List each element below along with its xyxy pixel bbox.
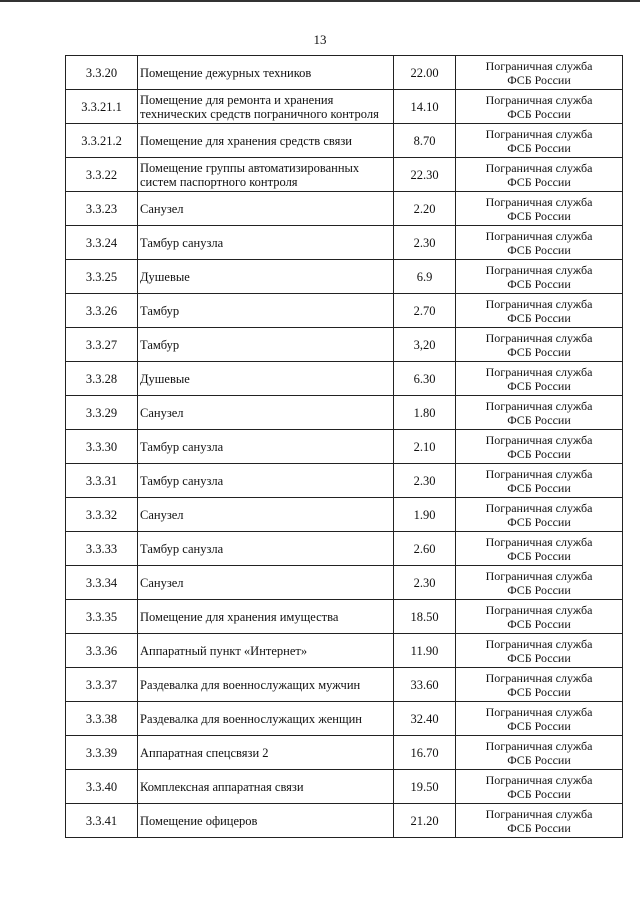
owner-line-1: Пограничная служба bbox=[485, 432, 593, 447]
owner-line-2: ФСБ России bbox=[507, 106, 571, 121]
table-row bbox=[66, 362, 623, 396]
room-name-cell: Тамбур bbox=[138, 294, 394, 328]
owner-cell bbox=[456, 90, 623, 124]
table-row bbox=[66, 90, 623, 124]
owner-line-2: ФСБ России bbox=[507, 820, 571, 835]
room-name-cell: Помещение для хранения средств связи bbox=[138, 124, 394, 158]
row-number-cell: 3.3.22 bbox=[66, 158, 138, 192]
owner-line-1: Пограничная служба bbox=[485, 330, 593, 345]
owner-line-2: ФСБ России bbox=[507, 480, 571, 495]
table-row bbox=[66, 396, 623, 430]
table-row bbox=[66, 668, 623, 702]
area-cell: 19.50 bbox=[394, 770, 456, 804]
row-number-cell: 3.3.30 bbox=[66, 430, 138, 464]
room-name-cell: Помещение офицеров bbox=[138, 804, 394, 838]
owner-cell bbox=[456, 668, 623, 702]
owner-line-2: ФСБ России bbox=[507, 446, 571, 461]
owner-line-1: Пограничная служба bbox=[485, 398, 593, 413]
row-number-cell: 3.3.34 bbox=[66, 566, 138, 600]
owner-cell bbox=[456, 770, 623, 804]
owner-cell bbox=[456, 158, 623, 192]
owner-cell bbox=[456, 260, 623, 294]
owner-line-2: ФСБ России bbox=[507, 174, 571, 189]
owner-line-1: Пограничная служба bbox=[485, 296, 593, 311]
area-cell: 1.80 bbox=[394, 396, 456, 430]
area-cell: 8.70 bbox=[394, 124, 456, 158]
row-number-cell: 3.3.24 bbox=[66, 226, 138, 260]
room-name-cell: Санузел bbox=[138, 498, 394, 532]
area-cell: 14.10 bbox=[394, 90, 456, 124]
owner-line-2: ФСБ России bbox=[507, 378, 571, 393]
room-name-cell: Раздевалка для военнослужащих мужчин bbox=[138, 668, 394, 702]
area-cell: 2.30 bbox=[394, 226, 456, 260]
owner-cell bbox=[456, 634, 623, 668]
owner-line-1: Пограничная служба bbox=[485, 704, 593, 719]
row-number-cell: 3.3.41 bbox=[66, 804, 138, 838]
owner-cell bbox=[456, 396, 623, 430]
owner-line-2: ФСБ России bbox=[507, 310, 571, 325]
row-number-cell: 3.3.20 bbox=[66, 56, 138, 90]
area-cell: 32.40 bbox=[394, 702, 456, 736]
owner-line-1: Пограничная служба bbox=[485, 568, 593, 583]
owner-line-1: Пограничная служба bbox=[485, 534, 593, 549]
page-number: 13 bbox=[313, 32, 327, 47]
room-name-cell: Тамбур санузла bbox=[138, 226, 394, 260]
table-row bbox=[66, 736, 623, 770]
table-row bbox=[66, 124, 623, 158]
owner-cell bbox=[456, 362, 623, 396]
area-cell: 1.90 bbox=[394, 498, 456, 532]
area-cell: 11.90 bbox=[394, 634, 456, 668]
room-name-cell: Комплексная аппаратная связи bbox=[138, 770, 394, 804]
room-name-cell: Аппаратная спецсвязи 2 bbox=[138, 736, 394, 770]
table-row bbox=[66, 192, 623, 226]
owner-cell bbox=[456, 226, 623, 260]
owner-line-1: Пограничная служба bbox=[485, 772, 593, 787]
row-number-cell: 3.3.28 bbox=[66, 362, 138, 396]
owner-cell bbox=[456, 328, 623, 362]
room-name-cell: Душевые bbox=[138, 362, 394, 396]
premises-table-body bbox=[66, 56, 623, 838]
page-top-edge-line bbox=[0, 0, 640, 2]
owner-cell bbox=[456, 464, 623, 498]
area-cell: 2.60 bbox=[394, 532, 456, 566]
row-number-cell: 3.3.21.2 bbox=[66, 124, 138, 158]
row-number-cell: 3.3.23 bbox=[66, 192, 138, 226]
area-cell: 21.20 bbox=[394, 804, 456, 838]
table-row bbox=[66, 532, 623, 566]
room-name-cell: Тамбур санузла bbox=[138, 464, 394, 498]
table-row bbox=[66, 294, 623, 328]
owner-cell bbox=[456, 430, 623, 464]
owner-line-1: Пограничная служба bbox=[485, 160, 593, 175]
owner-line-2: ФСБ России bbox=[507, 548, 571, 563]
owner-line-2: ФСБ России bbox=[507, 72, 571, 87]
row-number-cell: 3.3.38 bbox=[66, 702, 138, 736]
owner-cell bbox=[456, 56, 623, 90]
area-cell: 22.30 bbox=[394, 158, 456, 192]
room-name-cell: Тамбур санузла bbox=[138, 430, 394, 464]
area-cell: 6.9 bbox=[394, 260, 456, 294]
room-name-cell: Душевые bbox=[138, 260, 394, 294]
owner-cell bbox=[456, 702, 623, 736]
owner-cell bbox=[456, 600, 623, 634]
table-row bbox=[66, 328, 623, 362]
row-number-cell: 3.3.33 bbox=[66, 532, 138, 566]
room-name-cell: Раздевалка для военнослужащих женщин bbox=[138, 702, 394, 736]
owner-cell bbox=[456, 804, 623, 838]
area-cell: 33.60 bbox=[394, 668, 456, 702]
room-name-cell: Тамбур bbox=[138, 328, 394, 362]
area-cell: 2.10 bbox=[394, 430, 456, 464]
room-name-cell: Аппаратный пункт «Интернет» bbox=[138, 634, 394, 668]
table-row bbox=[66, 770, 623, 804]
room-name-cell: Санузел bbox=[138, 566, 394, 600]
row-number-cell: 3.3.36 bbox=[66, 634, 138, 668]
room-name-cell: Помещение для хранения имущества bbox=[138, 600, 394, 634]
area-cell: 2.30 bbox=[394, 566, 456, 600]
area-cell: 2.30 bbox=[394, 464, 456, 498]
row-number-cell: 3.3.25 bbox=[66, 260, 138, 294]
owner-line-1: Пограничная служба bbox=[485, 262, 593, 277]
owner-cell bbox=[456, 192, 623, 226]
owner-line-1: Пограничная служба bbox=[485, 806, 593, 821]
room-name-cell: Тамбур санузла bbox=[138, 532, 394, 566]
row-number-cell: 3.3.27 bbox=[66, 328, 138, 362]
room-name-cell: Санузел bbox=[138, 396, 394, 430]
owner-line-1: Пограничная служба bbox=[485, 228, 593, 243]
table-row bbox=[66, 158, 623, 192]
owner-line-2: ФСБ России bbox=[507, 616, 571, 631]
area-cell: 2.20 bbox=[394, 192, 456, 226]
row-number-cell: 3.3.35 bbox=[66, 600, 138, 634]
owner-line-1: Пограничная служба bbox=[485, 738, 593, 753]
premises-table bbox=[65, 55, 623, 838]
owner-line-1: Пограничная служба bbox=[485, 636, 593, 651]
owner-line-2: ФСБ России bbox=[507, 208, 571, 223]
owner-line-1: Пограничная служба bbox=[485, 602, 593, 617]
owner-line-1: Пограничная служба bbox=[485, 364, 593, 379]
table-row bbox=[66, 600, 623, 634]
owner-line-1: Пограничная служба bbox=[485, 58, 593, 73]
row-number-cell: 3.3.40 bbox=[66, 770, 138, 804]
table-row bbox=[66, 56, 623, 90]
row-number-cell: 3.3.37 bbox=[66, 668, 138, 702]
table-row bbox=[66, 464, 623, 498]
owner-line-2: ФСБ России bbox=[507, 242, 571, 257]
owner-line-2: ФСБ России bbox=[507, 752, 571, 767]
area-cell: 22.00 bbox=[394, 56, 456, 90]
owner-cell bbox=[456, 532, 623, 566]
table-row bbox=[66, 498, 623, 532]
owner-line-1: Пограничная служба bbox=[485, 670, 593, 685]
area-cell: 3,20 bbox=[394, 328, 456, 362]
owner-line-1: Пограничная служба bbox=[485, 500, 593, 515]
owner-line-2: ФСБ России bbox=[507, 582, 571, 597]
row-number-cell: 3.3.39 bbox=[66, 736, 138, 770]
owner-line-2: ФСБ России bbox=[507, 514, 571, 529]
table-row bbox=[66, 702, 623, 736]
table-row bbox=[66, 804, 623, 838]
owner-line-2: ФСБ России bbox=[507, 684, 571, 699]
owner-line-1: Пограничная служба bbox=[485, 466, 593, 481]
area-cell: 18.50 bbox=[394, 600, 456, 634]
row-number-cell: 3.3.29 bbox=[66, 396, 138, 430]
table-row bbox=[66, 566, 623, 600]
owner-line-2: ФСБ России bbox=[507, 140, 571, 155]
owner-line-2: ФСБ России bbox=[507, 276, 571, 291]
owner-cell bbox=[456, 124, 623, 158]
table-row bbox=[66, 260, 623, 294]
owner-line-2: ФСБ России bbox=[507, 412, 571, 427]
row-number-cell: 3.3.32 bbox=[66, 498, 138, 532]
room-name-cell: Помещение для ремонта и хранения технических средств пограничного контроля bbox=[138, 90, 394, 124]
area-cell: 16.70 bbox=[394, 736, 456, 770]
owner-line-2: ФСБ России bbox=[507, 650, 571, 665]
room-name-cell: Помещение группы автоматизированных систем паспортного контроля bbox=[138, 158, 394, 192]
table-row bbox=[66, 634, 623, 668]
row-number-cell: 3.3.21.1 bbox=[66, 90, 138, 124]
table-row bbox=[66, 430, 623, 464]
row-number-cell: 3.3.26 bbox=[66, 294, 138, 328]
table-row bbox=[66, 226, 623, 260]
area-cell: 6.30 bbox=[394, 362, 456, 396]
room-name-cell: Санузел bbox=[138, 192, 394, 226]
area-cell: 2.70 bbox=[394, 294, 456, 328]
row-number-cell: 3.3.31 bbox=[66, 464, 138, 498]
owner-cell bbox=[456, 736, 623, 770]
room-name-cell: Помещение дежурных техников bbox=[138, 56, 394, 90]
owner-line-1: Пограничная служба bbox=[485, 126, 593, 141]
owner-line-2: ФСБ России bbox=[507, 786, 571, 801]
owner-cell bbox=[456, 566, 623, 600]
owner-line-1: Пограничная служба bbox=[485, 92, 593, 107]
owner-cell bbox=[456, 294, 623, 328]
owner-line-2: ФСБ России bbox=[507, 718, 571, 733]
owner-line-2: ФСБ России bbox=[507, 344, 571, 359]
owner-line-1: Пограничная служба bbox=[485, 194, 593, 209]
owner-cell bbox=[456, 498, 623, 532]
